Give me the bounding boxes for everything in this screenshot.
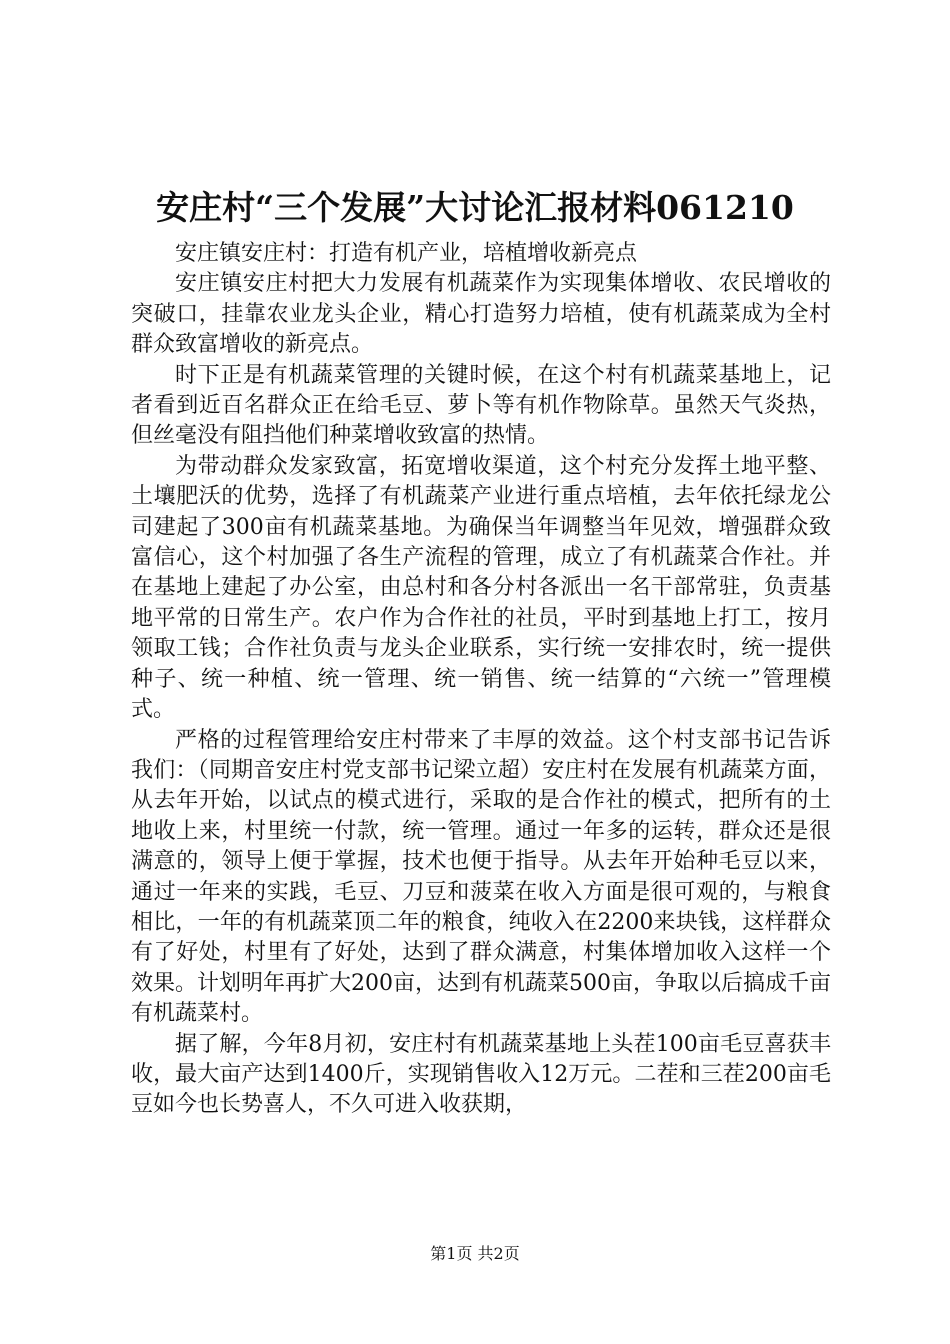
subtitle-paragraph: 安庄镇安庄村：打造有机产业，培植增收新亮点 [175, 241, 638, 266]
page-number-footer: 第1页 共2页 [430, 1244, 520, 1263]
body-paragraph: 为带动群众发家致富，拓宽增收渠道，这个村充分发挥土地平整、土壤肥沃的优势，选择了有机蔬菜产业进行重点培植，去年依托绿龙公司建起了300亩有机蔬菜基地。为确保当年调整当年见效，增强群众致富信心，这个村加强了各生产流程的管理，成立了有机蔬菜合作社。并在基地上建起了办公室，由总村和各分村各派出一名干部常驻，负责基地平常的日常生产。农户作为合作社的社员，平时到基地上打工，按月领取工钱；合作社负责与龙头企业联系，实行统一安排农时，统一提供种子、统一种植、统一管理、统一销售、统一结算的“六统一”管理模式。 [131, 453, 831, 723]
body-paragraph: 安庄镇安庄村把大力发展有机蔬菜作为实现集体增收、农民增收的突破口，挂靠农业龙头企业，精心打造努力培植，使有机蔬菜成为全村群众致富增收的新亮点。 [131, 271, 831, 358]
document-body [131, 239, 831, 1121]
document-title: 安庄村“三个发展”大讨论汇报材料061210 [156, 188, 794, 227]
body-paragraph: 严格的过程管理给安庄村带来了丰厚的效益。这个村支部书记告诉我们：（同期音安庄村党支部书记梁立超）安庄村在发展有机蔬菜方面，从去年开始，以试点的模式进行，采取的是合作社的模式，把所有的土地收上来，村里统一付款，统一管理。通过一年多的运转，群众还是很满意的，领导上便于掌握，技术也便于指导。从去年开始种毛豆以来，通过一年来的实践，毛豆、刀豆和菠菜在收入方面是很可观的，与粮食相比，一年的有机蔬菜顶二年的粮食，纯收入在2200来块钱，这样群众有了好处，村里有了好处，达到了群众满意，村集体增加收入这样一个效果。计划明年再扩大200亩，达到有机蔬菜500亩，争取以后搞成千亩有机蔬菜村。 [131, 727, 831, 1027]
body-paragraph: 据了解，今年8月初，安庄村有机蔬菜基地上头茬100亩毛豆喜获丰收，最大亩产达到1400斤，实现销售收入12万元。二茬和三茬200亩毛豆如今也长势喜人，不久可进入收获期， [131, 1031, 831, 1118]
body-paragraph: 时下正是有机蔬菜管理的关键时候，在这个村有机蔬菜基地上，记者看到近百名群众正在给毛豆、萝卜等有机作物除草。虽然天气炎热，但丝毫没有阻挡他们种菜增收致富的热情。 [131, 362, 831, 449]
